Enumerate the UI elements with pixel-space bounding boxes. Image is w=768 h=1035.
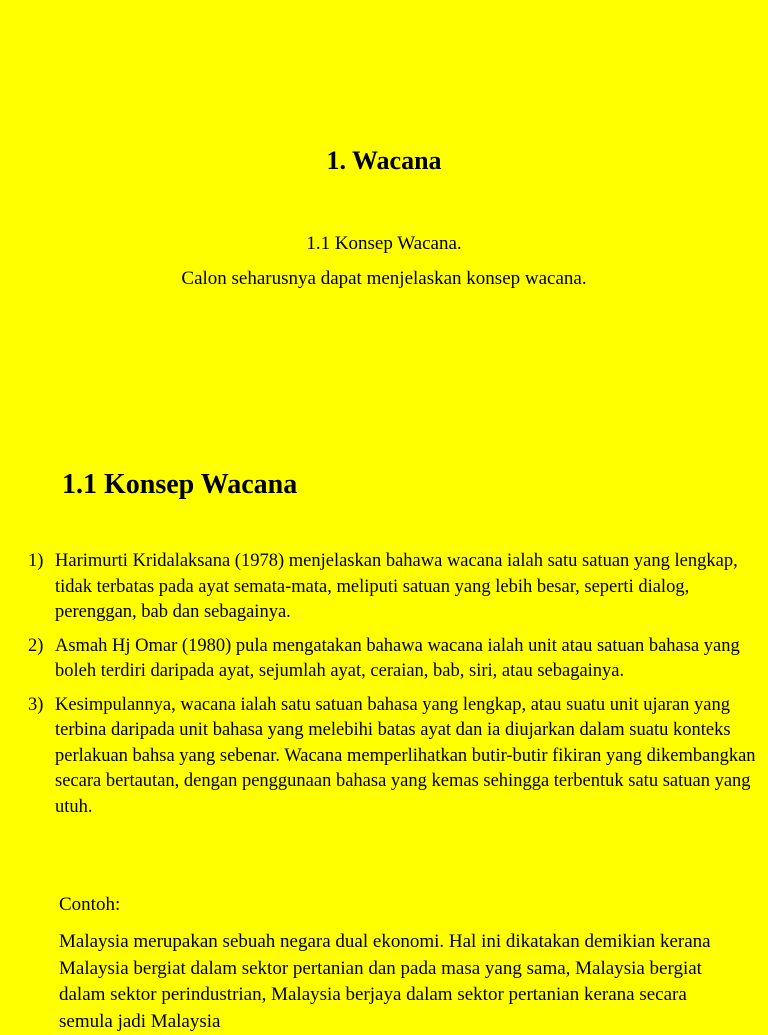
page-title: 1. Wacana	[326, 146, 442, 175]
example-text: Malaysia merupakan sebuah negara dual ekonomi. Hal ini dikatakan demikian kerana Malaysia bergiat dalam sektor pertanian dan pada masa yang sama, Malaysia bergiat dalam sektor perindustrian, Malaysia berjaya dalam sektor pertanian kerana secara semula jadi Malaysia	[59, 931, 711, 1032]
section-heading: 1.1 Konsep Wacana	[62, 469, 298, 500]
list-item-number: 2)	[28, 635, 44, 656]
subtitle-topic: 1.1 Konsep Wacana.	[306, 233, 462, 254]
list-item-text: Asmah Hj Omar (1980) pula mengatakan bahawa wacana ialah unit atau satuan bahasa yang boleh terdiri daripada ayat, sejumlah ayat, ceraian, bab, siri, atau sebagainya.	[55, 635, 740, 681]
concept-points-list	[28, 549, 758, 828]
list-item-number: 3)	[28, 694, 44, 715]
list-item	[28, 693, 758, 821]
list-item-number: 1)	[28, 551, 44, 571]
list-item	[28, 549, 758, 626]
subtitle-objective: Calon seharusnya dapat menjelaskan konsep wacana.	[181, 268, 587, 289]
example-label: Contoh:	[59, 894, 121, 915]
list-item-text: Kesimpulannya, wacana ialah satu satuan bahasa yang lengkap, atau suatu unit ujaran yang terbina daripada unit bahasa yang melebihi batas ayat dan ia diujarkan dalam suatu konteks perlakuan bahsa yang sebenar. Wacana memperlihatkan butir-butir fikiran yang dikembangkan secara bertautan, dengan penggunaan bahasa yang kemas sehingga terbentuk satu satuan yang utuh.	[55, 694, 756, 817]
list-item-text: Harimurti Kridalaksana (1978) menjelaskan bahawa wacana ialah satu satuan yang lengkap, tidak terbatas pada ayat semata-mata, meliputi satuan yang lebih besar, seperti dialog, perenggan, bab dan sebagainya.	[55, 551, 738, 622]
list-item	[28, 634, 758, 685]
